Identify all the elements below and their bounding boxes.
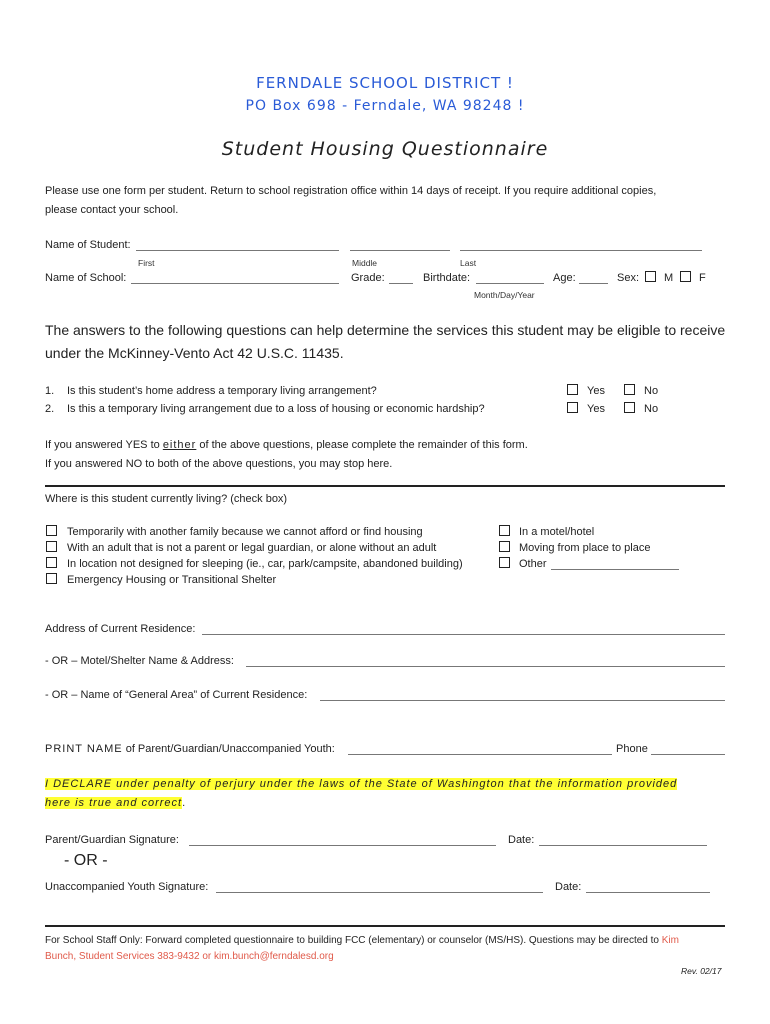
middle-hint: Middle — [352, 258, 378, 268]
print-name-field[interactable] — [348, 743, 612, 755]
school-name-label: Name of School: — [45, 272, 127, 284]
intro-line-2: please contact your school. — [45, 204, 179, 216]
living-checkbox-2[interactable] — [46, 541, 57, 552]
phone-label: Phone — [616, 743, 648, 755]
sex-label: Sex: — [617, 272, 640, 284]
living-question: Where is this student currently living? (check box) — [45, 493, 288, 505]
youth-signature-field[interactable] — [216, 881, 543, 893]
parent-date-label: Date: — [508, 834, 535, 846]
student-last-name-field[interactable] — [460, 239, 702, 251]
declaration-line-1: I DECLARE under penalty of perjury under the laws of the State of Washington that the information provided — [45, 778, 678, 790]
general-area-label: - OR – Name of “General Area” of Current Residence: — [45, 689, 308, 701]
living-checkbox-motel[interactable] — [499, 525, 510, 536]
last-hint: Last — [460, 258, 477, 268]
student-name-label: Name of Student: — [45, 239, 131, 251]
instructions-no: If you answered NO to both of the above questions, you may stop here. — [45, 458, 393, 470]
either-emphasis: either — [162, 439, 197, 451]
address-label: Address of Current Residence: — [45, 623, 196, 635]
district-address: PO Box 698 - Ferndale, WA 98248 ! — [245, 98, 525, 114]
footer-contact: Bunch, Student Services 383-9432 or kim.bunch@ferndalesd.org — [45, 951, 334, 962]
question-1-text: Is this student’s home address a temporary living arrangement? — [67, 385, 377, 397]
question-1-no-checkbox[interactable] — [624, 384, 635, 395]
age-label: Age: — [553, 272, 576, 284]
mckinney-line-2: under the McKinney-Vento Act 42 U.S.C. 11435. — [45, 345, 344, 361]
question-1-yes-label: Yes — [587, 385, 605, 397]
sex-m-checkbox[interactable] — [645, 271, 656, 282]
sex-f-label: F — [699, 272, 706, 284]
youth-date-field[interactable] — [586, 881, 710, 893]
question-2-yes-label: Yes — [587, 403, 605, 415]
intro-line-1: Please use one form per student. Return to school registration office within 14 days of receipt. If you require additional copies, — [45, 185, 657, 197]
page-title: Student Housing Questionnaire — [221, 138, 549, 160]
revision-date: Rev. 02/17 — [681, 966, 722, 976]
question-1-number: 1. — [45, 385, 55, 397]
or-separator: - OR - — [64, 852, 108, 869]
question-2-text: Is this a temporary living arrangement due to a loss of housing or economic hardship? — [67, 403, 485, 415]
living-option-motel: In a motel/hotel — [519, 526, 595, 538]
question-2-number: 2. — [45, 403, 55, 415]
sex-m-label: M — [664, 272, 674, 284]
birthdate-field[interactable] — [476, 272, 544, 284]
question-2-no-checkbox[interactable] — [624, 402, 635, 413]
birthdate-label: Birthdate: — [423, 272, 471, 284]
question-1-yes-checkbox[interactable] — [567, 384, 578, 395]
living-checkbox-moving[interactable] — [499, 541, 510, 552]
section-divider — [45, 485, 725, 487]
sex-f-checkbox[interactable] — [680, 271, 691, 282]
living-option-3: In location not designed for sleeping (ie., car, park/campsite, abandoned building) — [67, 558, 463, 570]
student-first-name-field[interactable] — [136, 239, 339, 251]
living-option-moving: Moving from place to place — [519, 542, 651, 554]
youth-date-label: Date: — [555, 881, 582, 893]
youth-signature-label: Unaccompanied Youth Signature: — [45, 881, 209, 893]
living-option-1: Temporarily with another family because we cannot afford or find housing — [67, 526, 423, 538]
school-name-field[interactable] — [131, 272, 339, 284]
living-checkbox-1[interactable] — [46, 525, 57, 536]
living-option-4: Emergency Housing or Transitional Shelter — [67, 574, 277, 586]
general-area-field[interactable] — [320, 689, 725, 701]
living-option-2: With an adult that is not a parent or legal guardian, or alone without an adult — [67, 542, 437, 554]
print-name-label: PRINT NAME of Parent/Guardian/Unaccompanied Youth: — [45, 743, 335, 755]
motel-field[interactable] — [246, 655, 725, 667]
question-1-no-label: No — [644, 385, 659, 397]
first-hint: First — [138, 258, 155, 268]
footer-divider — [45, 925, 725, 927]
district-name: FERNDALE SCHOOL DISTRICT ! — [256, 74, 514, 92]
living-checkbox-other[interactable] — [499, 557, 510, 568]
grade-label: Grade: — [351, 272, 385, 284]
student-middle-name-field[interactable] — [350, 239, 450, 251]
instructions-yes: If you answered YES to either of the above questions, please complete the remainder of this form. — [45, 439, 528, 451]
mckinney-line-1: The answers to the following questions can help determine the services this student may be eligible to receive — [45, 322, 726, 338]
living-checkbox-3[interactable] — [46, 557, 57, 568]
declaration-line-2: here is true and correct. — [45, 797, 186, 809]
other-field[interactable] — [551, 558, 679, 570]
birthdate-hint: Month/Day/Year — [474, 290, 535, 300]
question-2-no-label: No — [644, 403, 659, 415]
age-field[interactable] — [579, 272, 608, 284]
phone-field[interactable] — [651, 743, 725, 755]
address-field[interactable] — [202, 623, 725, 635]
question-2-yes-checkbox[interactable] — [567, 402, 578, 413]
parent-date-field[interactable] — [539, 834, 707, 846]
parent-signature-label: Parent/Guardian Signature: — [45, 834, 179, 846]
footer-line-1: For School Staff Only: Forward completed questionnaire to building FCC (elementary) or counselor (MS/HS). Questions may be directed to Kim — [45, 935, 679, 946]
living-checkbox-4[interactable] — [46, 573, 57, 584]
grade-field[interactable] — [389, 272, 413, 284]
motel-label: - OR – Motel/Shelter Name & Address: — [45, 655, 234, 667]
living-option-other: Other — [519, 558, 547, 570]
parent-signature-field[interactable] — [189, 834, 496, 846]
